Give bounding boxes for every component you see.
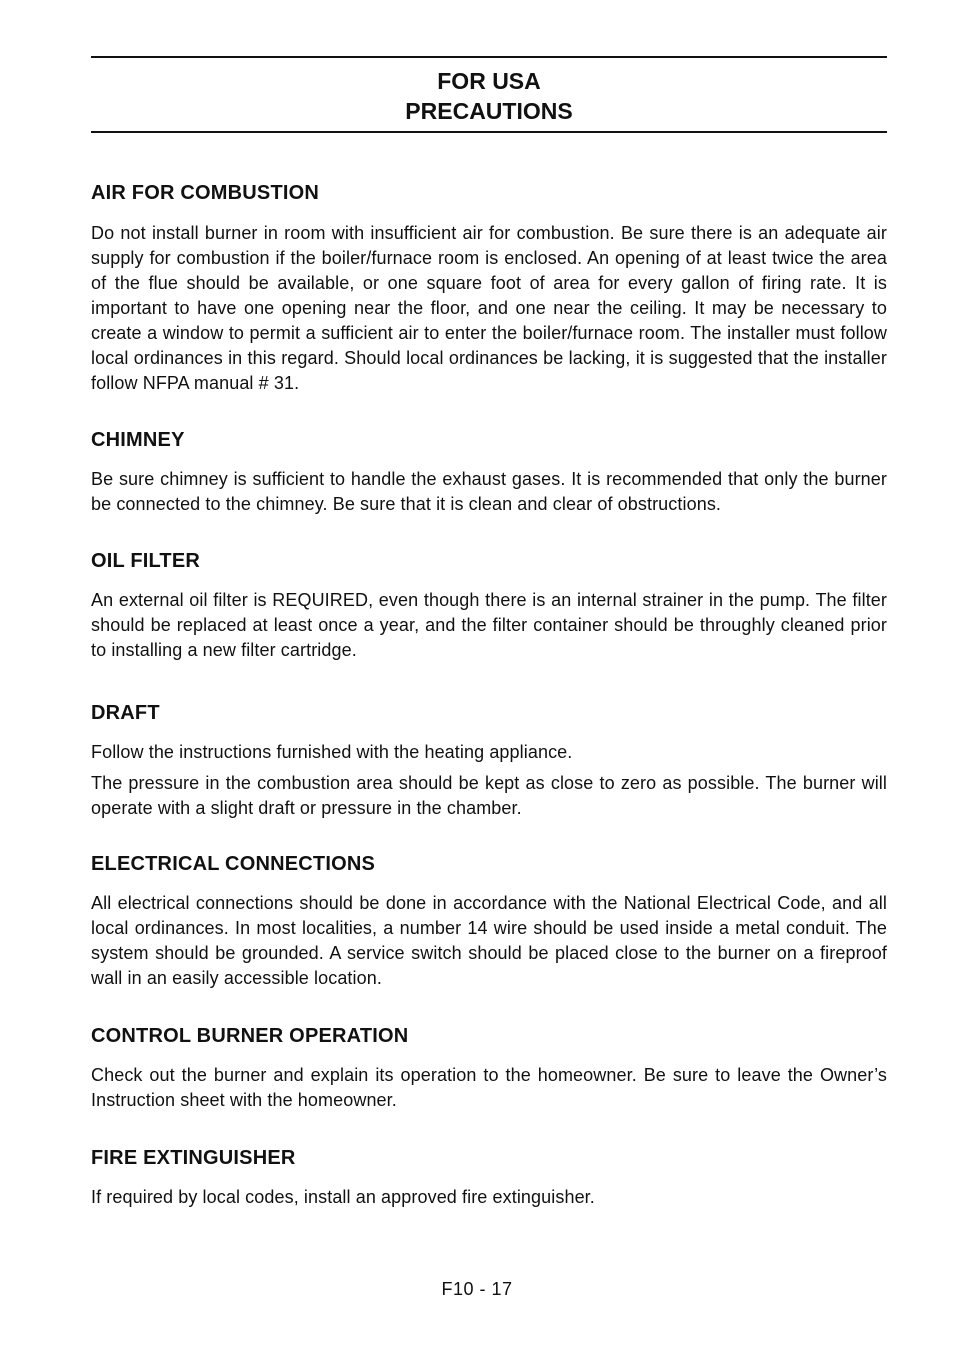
header-title: PRECAUTIONS xyxy=(405,98,573,124)
section-air-for-combustion xyxy=(91,181,887,396)
document-page xyxy=(91,56,887,1210)
section-paragraph: Be sure chimney is sufficient to handle the exhaust gases. It is recommended that only the burner be connected to the chimney. Be sure that it is clean and clear of obstructions. xyxy=(91,469,887,514)
header-country: FOR USA xyxy=(437,68,541,94)
section-title: FIRE EXTINGUISHER xyxy=(91,1147,296,1169)
section-paragraph: Do not install burner in room with insufficient air for combustion. Be sure there is an adequate air supply for combustion if the boiler/furnace room is enclosed. An opening of at least twice the area of the flue should be available, or one square foot of area for every gallon of firing rate. It is important to have one opening near the floor, and one near the ceiling. It may be necessary to create a window to permit a sufficient air to enter the boiler/furnace room. The installer must follow local ordinances in this regard. Should local ordinances be lacking, it is suggested that the installer follow NFPA manual # 31. xyxy=(91,223,887,393)
section-control-burner-operation xyxy=(91,1024,887,1113)
section-paragraph: Follow the instructions furnished with the heating appliance. xyxy=(91,742,573,762)
section-paragraph: All electrical connections should be done in accordance with the National Electrical Code, and all local ordinances. In most localities, a number 14 wire should be used inside a metal conduit. The system should be grounded. A service switch should be placed close to the burner on a fireproof wall in an easily accessible location. xyxy=(91,893,887,988)
section-paragraph: If required by local codes, install an approved fire extinguisher. xyxy=(91,1187,595,1207)
section-chimney xyxy=(91,428,887,517)
section-paragraph: Check out the burner and explain its operation to the homeowner. Be sure to leave the Owner’s Instruction sheet with the homeowner. xyxy=(91,1065,887,1110)
section-title: AIR FOR COMBUSTION xyxy=(91,182,320,204)
section-title: ELECTRICAL CONNECTIONS xyxy=(91,853,376,875)
section-paragraph: An external oil filter is REQUIRED, even though there is an internal strainer in the pump. The filter should be replaced at least once a year, and the filter container should be throughly cleaned prior to installing a new filter cartridge. xyxy=(91,590,887,660)
page-header xyxy=(91,56,887,133)
section-electrical-connections xyxy=(91,852,887,991)
section-paragraph: The pressure in the combustion area should be kept as close to zero as possible. The burner will operate with a slight draft or pressure in the chamber. xyxy=(91,773,887,818)
section-title: DRAFT xyxy=(91,702,160,724)
section-title: CHIMNEY xyxy=(91,429,185,451)
section-draft xyxy=(91,701,887,821)
section-title: CONTROL BURNER OPERATION xyxy=(91,1025,409,1047)
section-fire-extinguisher xyxy=(91,1146,887,1210)
section-title: OIL FILTER xyxy=(91,550,201,572)
page-number: F10 - 17 xyxy=(441,1279,513,1299)
section-oil-filter xyxy=(91,549,887,663)
